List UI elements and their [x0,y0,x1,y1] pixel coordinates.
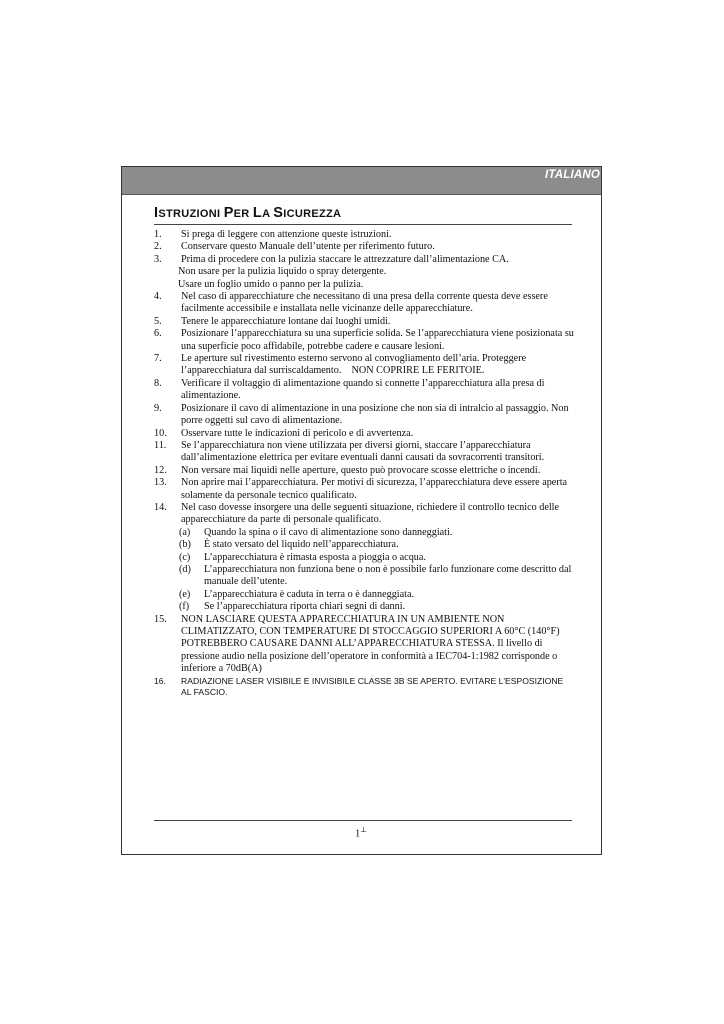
sub-list-item: (f) Se l’apparecchiatura riporta chiari segni di danni. [179,601,406,613]
safety-instructions-list [154,229,574,699]
list-item: 4. Nel caso di apparecchiature che necessitano di una presa della corrente questa deve essere facilmente accessibile e installata nelle vicinanze delle apparecchiature. [154,291,548,315]
page-number: 1⊥ [355,826,367,840]
page-frame [121,166,602,855]
list-item: 16. RADIAZIONE LASER VISIBILE E INVISIBILE CLASSE 3B SE APERTO. EVITARE L'ESPOSIZIONE AL FASCIO. [154,675,564,698]
title-rule [154,224,572,225]
list-item: 15. NON LASCIARE QUESTA APPARECCHIATURA IN UN AMBIENTE NON CLIMATIZZATO, CON TEMPERATURE DI STOCCAGGIO SUPERIORI A 60°C (140°F) POTREBBERO CAUSARE DANNI ALL’APPARECCHIATURA STESSA. Il livello di pressione audio nella posizione dell’operatore in conformità a IEC704-1:1982 corrisponde o inferiore a 70dB(A) [154,613,560,675]
list-item: 10. Osservare tutte le indicazioni di pericolo e di avvertenza. [154,427,414,439]
list-item: 11. Se l’apparecchiatura non viene utilizzata per diversi giorni, staccare l’apparecchiatura dall’alimentazione elettrica per evitare eventuali danni causati da sovracorrenti transitori. [154,439,545,464]
list-item: 12. Non versare mai liquidi nelle aperture, questo può provocare scosse elettriche o incendi. [154,464,541,476]
sub-list-item: (e) L’apparecchiatura è caduta in terra o è danneggiata. [179,588,415,600]
language-bar [122,167,601,195]
sub-list-item: (b) È stato versato del liquido nell’apparecchiatura. [179,539,399,551]
language-label: ITALIANO [544,169,600,181]
list-item-continuation: Non usare per la pulizia liquido o spray detergente. Usare un foglio umido o panno per la pulizia. [178,266,387,290]
list-item: 2. Conservare questo Manuale dell’utente per riferimento futuro. [154,241,435,253]
list-item: 7. Le aperture sul rivestimento esterno servono al convogliamento dell’aria. Proteggere l’apparecchiatura dal surriscaldamento. NON COPRIRE LE FERITOIE. [154,353,529,377]
footer-rule [154,820,572,821]
list-item: 6. Posizionare l’apparecchiatura su una superficie solida. Se l’apparecchiatura viene posizionata su una superficie poco affidabile, potrebbe cadere e causare lesioni. [154,328,574,352]
sub-list-item: (c) L’apparecchiatura è rimasta esposta a pioggia o acqua. [179,551,426,563]
list-item: 5. Tenere le apparecchiature lontane dai luoghi umidi. [154,315,391,327]
sub-list-item: (d) L’apparecchiatura non funziona bene o non è possibile farlo funzionare come descritto dal manuale dell’utente. [179,563,572,588]
sub-list-item: (a) Quando la spina o il cavo di alimentazione sono danneggiati. [179,526,453,538]
list-item: 14. Nel caso dovesse insorgere una delle seguenti situazione, richiedere il controllo tecnico delle apparecchiature da parte di personale qualificato. [154,501,560,526]
list-item: 1. Si prega di leggere con attenzione queste istruzioni. [154,229,392,240]
list-item: 3. Prima di procedere con la pulizia staccare le attrezzature dall’alimentazione CA. [154,253,509,265]
list-item: 13. Non aprire mai l’apparecchiatura. Per motivi di sicurezza, l’apparecchiatura deve essere aperta solamente da personale tecnico qualificato. [154,477,568,501]
list-item: 9. Posizionare il cavo di alimentazione in una posizione che non sia di intralcio al passaggio. Non porre oggetti sul cavo di alimentazione. [154,402,569,427]
list-item: 8. Verificare il voltaggio di alimentazione quando si connette l’apparecchiatura alla presa di alimentazione. [154,377,545,402]
section-title: ISTRUZIONI PER LA SICUREZZA [154,205,342,221]
